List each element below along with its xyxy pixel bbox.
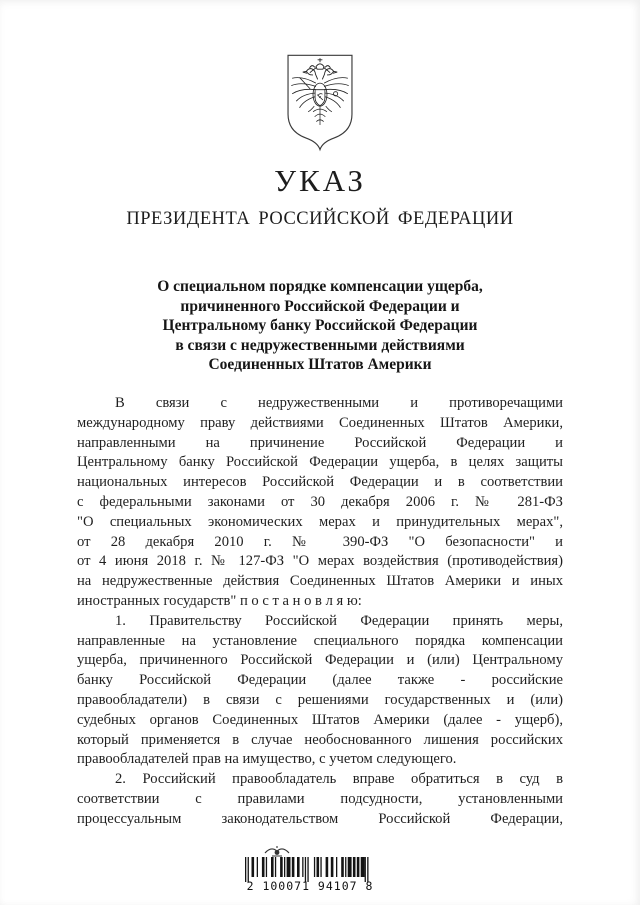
paragraph: [77, 394, 563, 612]
text-line: который применяется в случае необоснованного лишения российских: [77, 731, 563, 748]
text-line: на недружественные действия Соединенных Штатов Америки и иных: [77, 573, 563, 590]
paragraph: [77, 770, 563, 829]
text-line: направленными на причинение Российской Федерации и: [77, 434, 563, 451]
text-line: Центральному банку Российской Федерации ущерба, в целях защиты: [77, 454, 563, 471]
text-line: процессуальным законодательством Российской Федерации,: [77, 810, 563, 827]
russian-coat-of-arms-icon: [279, 52, 361, 152]
title-line: Соединенных Штатов Америки: [208, 356, 432, 373]
text-line: 2. Российский правообладатель вправе обратиться в суд в: [115, 771, 563, 788]
text-line: правообладателей прав на имущество, с учетом следующего.: [77, 751, 457, 768]
text-line: соответствии с правилами подсудности, установленными: [77, 790, 563, 807]
document-title: [77, 277, 563, 375]
text-line: ущерба, причиненного Российской Федерации и (или) Центральному: [77, 652, 563, 669]
text-line: с федеральными законами от 30 декабря 2006 г. № 281-ФЗ: [77, 493, 563, 510]
text-line: международному праву действиями Соединенных Штатов Америки,: [77, 414, 563, 431]
text-line: национальных интересов Российской Федерации и в соответствии: [77, 474, 563, 491]
issuer-heading: ПРЕЗИДЕНТА РОССИЙСКОЙ ФЕДЕРАЦИИ: [126, 209, 514, 229]
mini-coat-of-arms-icon: [263, 844, 291, 857]
text-line: 1. Правительству Российской Федерации принять меры,: [115, 612, 563, 629]
title-line: О специальном порядке компенсации ущерба,: [157, 278, 483, 295]
text-line: от 4 июня 2018 г. № 127-ФЗ "О мерах воздействия (противодействия): [77, 553, 563, 570]
print-control-block: [240, 843, 400, 898]
text-line: "О специальных экономических мерах и принудительных мерах",: [77, 513, 563, 530]
barcode-digits: 2 100071 94107 8: [246, 879, 374, 893]
document-body: [77, 394, 563, 830]
paragraph: [77, 612, 563, 770]
title-line: в связи с недружественными действиями: [175, 336, 465, 354]
title-line: причиненного Российской Федерации и: [180, 297, 460, 315]
text-line: от 28 декабря 2010 г. № 390-ФЗ "О безопасности" и: [77, 533, 563, 550]
text-line: банку Российской Федерации (далее также - российские: [77, 672, 563, 689]
text-line: В связи с недружественными и противоречащими: [115, 395, 563, 411]
text-line: правообладатели) в связи с решениями государственных и (или): [77, 691, 563, 708]
text-line: иностранных государств" п о с т а н о в л я ю:: [77, 592, 362, 609]
title-line: Центральному банку Российской Федерации: [162, 317, 478, 334]
text-line: направленные на установление специального порядка компенсации: [77, 632, 563, 649]
document-type-heading: УКАЗ: [274, 163, 366, 198]
text-line: судебных органов Соединенных Штатов Америки (далее - ущерб),: [77, 711, 563, 728]
